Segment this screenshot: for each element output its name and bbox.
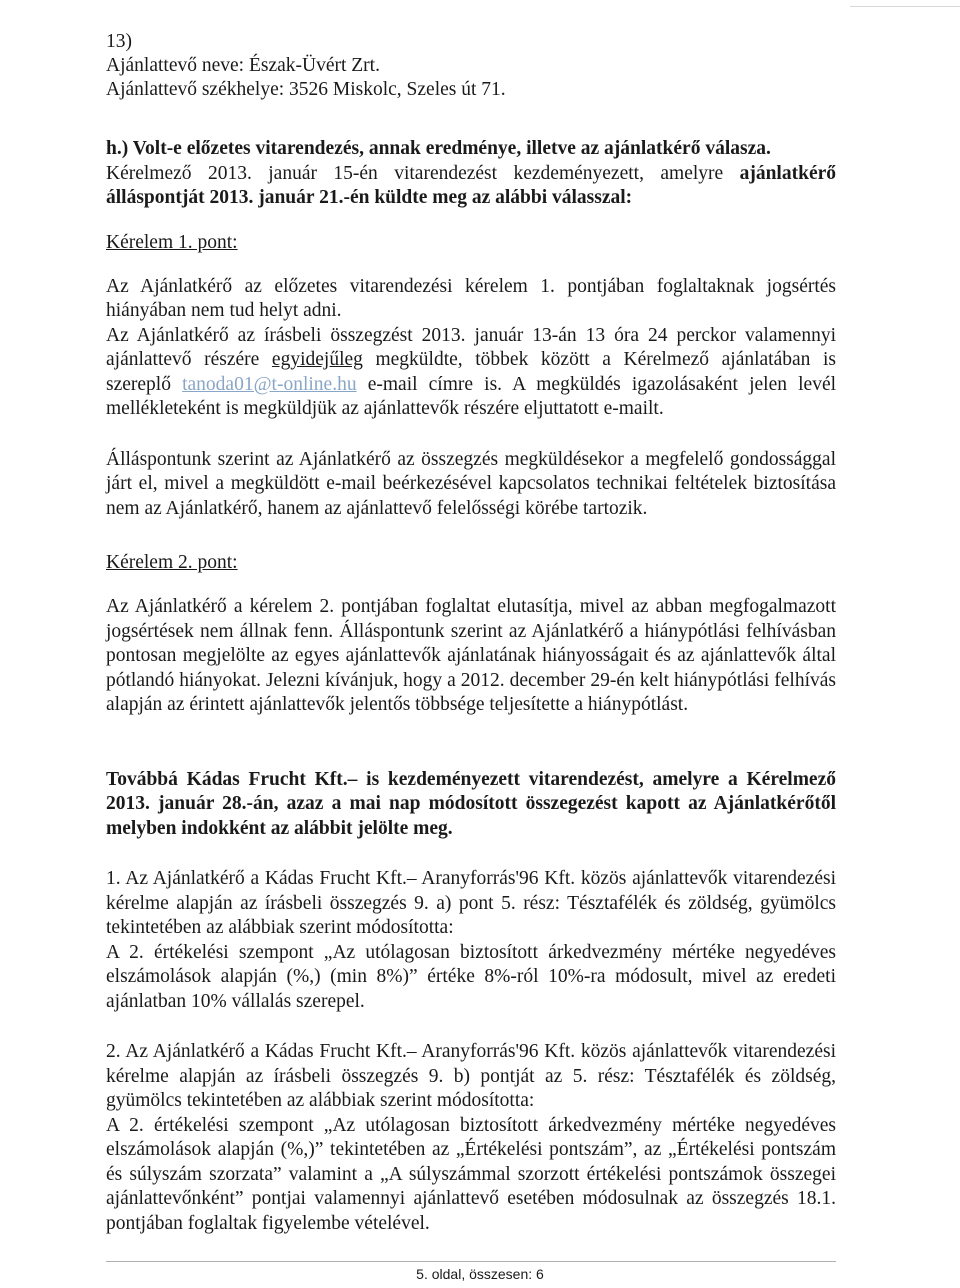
point-1-title: Kérelem 1. pont: bbox=[106, 231, 238, 253]
para2-start: Az Ajánlatkérő az írásbeli összegzést 2013. január 13-án 13 óra 24 perckor valamennyi ajánlattevő részére bbox=[106, 324, 836, 370]
kadas-item-2-detail: A 2. értékelési szempont „Az utólagosan biztosított árkedvezmény mértéke negyedéves elszámolások alapján (%,)” tekintetében az „Értékelési pontszám”, az „Értékelési pontszám és súlyszám szorzata” valamint a „A súlyszámmal szorzott értékelési pontszámok összegei ajánlattevőnként” pontjai valamennyi ajánlattevő esetében módosulnak az összegzés 18.1. pontjában foglaltak figyelembe vételével. bbox=[106, 1114, 836, 1234]
bidder-seat: Ajánlattevő székhelye: 3526 Miskolc, Szeles út 71. bbox=[106, 79, 506, 100]
section-h-intro bbox=[106, 162, 836, 211]
intro-bold: ajánlatkérő álláspontját 2013. január 21.-én küldte meg az alábbi válasszal: bbox=[106, 162, 836, 208]
top-edge-rule bbox=[850, 6, 960, 7]
para2-end: e-mail címre is. A megküldés igazolásaként jelen levél mellékleteként is megküldjük az ajánlattevők részére eljuttatott e-mailt. bbox=[106, 373, 837, 419]
bidder-header bbox=[106, 30, 836, 102]
point-1-para-2 bbox=[106, 324, 836, 422]
item-number: 13) bbox=[106, 31, 132, 52]
point-1-para-1: Az Ajánlatkérő az előzetes vitarendezési kérelem 1. pontjában foglaltaknak jogsértés hiányában nem tud helyt adni. bbox=[106, 275, 836, 321]
section-h-heading: h.) Volt-e előzetes vitarendezés, annak eredménye, illetve az ajánlatkérő válasza. bbox=[106, 138, 771, 159]
page-footer: 5. oldal, összesen: 6 bbox=[416, 1266, 544, 1282]
kadas-item-1-detail: A 2. értékelési szempont „Az utólagosan biztosított árkedvezmény mértéke negyedéves elszámolások alapján (%,) (min 8%)” értéke 8%-ról 10%-ra módosult, mivel az eredeti ajánlatban 10% vállalás szerepel. bbox=[106, 941, 836, 1012]
point-2-title: Kérelem 2. pont: bbox=[106, 552, 238, 573]
footer-rule bbox=[106, 1261, 836, 1262]
point-1-para-3: Álláspontunk szerint az Ajánlatkérő az összegzés megküldésekor a megfelelő gondossággal járt el, mivel a megküldött e-mail beérkezésével kapcsolatos technikai feltételek biztosítása nem az Ajánlatkérő, hanem az ajánlattevő felelősségi körébe tartozik. bbox=[106, 448, 836, 519]
document-page bbox=[106, 30, 836, 1236]
point-2-para-1: Az Ajánlatkérő a kérelem 2. pontjában foglaltat elutasítja, mivel az abban megfogalmazott jogsértések nem állnak fenn. Álláspontunk szerint az Ajánlatkérő a hiánypótlási felhívásban pontosan megjelölte az egyes ajánlattevők ajánlatának hiányosságait és az ajánlattevők által pótlandó hiányokat. Jelezni kívánjuk, hogy a 2012. december 29-én kelt hiánypótlási felhívás alapján az érintett ajánlattevők jelentős többsége teljesítette a hiánypótlást. bbox=[106, 596, 836, 715]
para2-mid: megküldte, többek között a Kérelmező ajánlatában is szereplő bbox=[106, 349, 836, 395]
kadas-item-2: 2. Az Ajánlatkérő a Kádas Frucht Kft.– Aranyforrás'96 Kft. közös ajánlattevők vitarendezési kérelme alapján az írásbeli összegzés 9. b) pontját az 5. rész: Tésztafélék és zöldség, gyümölcs tekintetében az alábbiak szerint módosította: bbox=[106, 1041, 836, 1111]
intro-plain: Kérelmező 2013. január 15-én vitarendezést kezdeményezett, amelyre bbox=[106, 162, 724, 184]
kadas-item-1: 1. Az Ajánlatkérő a Kádas Frucht Kft.– Aranyforrás'96 Kft. közös ajánlattevők vitarendezési kérelme alapján az írásbeli összegzés 9. a) pont 5. rész: Tésztafélék és zöldség, gyümölcs tekintetében az alábbiak szerint módosította: bbox=[106, 868, 836, 938]
kadas-bold-paragraph: Továbbá Kádas Frucht Kft.– is kezdeményezett vitarendezést, amelyre a Kérelmező 2013. január 28.-án, azaz a mai nap módosított összegezést kapott az Ajánlatkérőtől melyben indokként az alábbit jelölte meg. bbox=[106, 768, 836, 839]
bidder-name: Ajánlattevő neve: Észak-Üvért Zrt. bbox=[106, 55, 380, 76]
email-link[interactable]: tanoda01@t-online.hu bbox=[182, 373, 357, 395]
para2-underlined: egyidejűleg bbox=[271, 349, 363, 370]
